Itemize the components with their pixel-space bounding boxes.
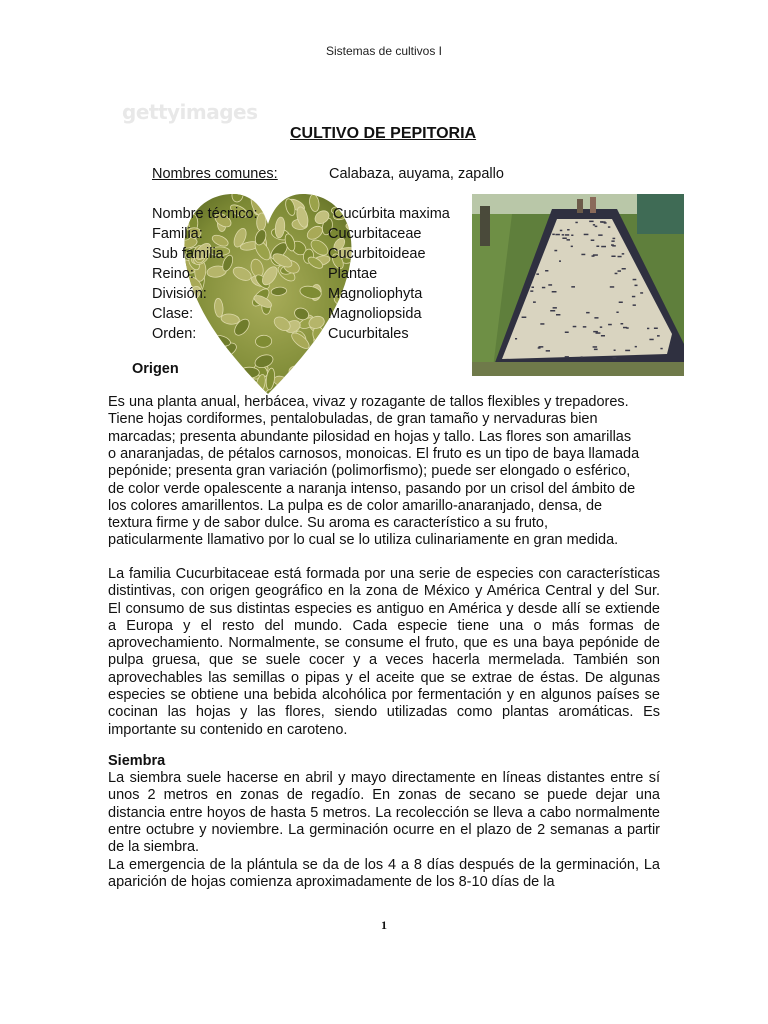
pumpkin-seed xyxy=(200,346,217,367)
dark-seed-speck xyxy=(622,253,625,255)
dark-seed-speck xyxy=(571,235,573,237)
dark-seed-speck xyxy=(586,312,590,314)
dark-seed-speck xyxy=(560,230,563,232)
dark-seed-speck xyxy=(581,356,583,358)
common-names-value: Calabaza, auyama, zapallo xyxy=(329,166,504,182)
dark-seed-speck xyxy=(614,350,616,352)
dark-seed-speck xyxy=(594,317,598,319)
dark-seed-speck xyxy=(589,221,593,223)
dark-seed-speck xyxy=(562,234,564,236)
dark-seed-speck xyxy=(619,302,623,304)
paragraph-line: de color verde opalescente a naranja intenso, pasando por un crisol del ámbito de xyxy=(108,480,636,497)
dark-seed-speck xyxy=(562,238,566,240)
dark-seed-speck xyxy=(608,324,612,326)
taxonomy-value: Cucurbitaceae xyxy=(328,226,422,242)
dark-seed-speck xyxy=(618,270,622,272)
taxonomy-value: Plantae xyxy=(328,266,378,282)
taxonomy-value: Cucurbitales xyxy=(328,326,409,342)
dark-seed-speck xyxy=(596,246,599,248)
dark-seed-speck xyxy=(552,234,555,236)
page-number: 1 xyxy=(381,918,387,932)
dark-seed-speck xyxy=(596,332,601,334)
dark-seed-speck xyxy=(565,356,569,358)
dark-seed-speck xyxy=(567,229,570,231)
dark-seed-speck xyxy=(575,222,577,224)
dark-seed-speck xyxy=(550,310,555,312)
dark-seed-speck xyxy=(593,331,598,333)
dark-seed-speck xyxy=(556,314,560,316)
pumpkin-seed xyxy=(304,375,324,391)
dark-seed-speck xyxy=(608,226,610,228)
dark-seed-speck xyxy=(626,327,628,329)
dark-seed-speck xyxy=(613,357,617,359)
dark-seed-speck xyxy=(548,284,552,286)
dark-seed-speck xyxy=(593,346,598,348)
pumpkin-seed xyxy=(182,374,202,393)
paragraph-line: Es una planta anual, herbácea, vivaz y rozagante de tallos flexibles y trepadores. xyxy=(108,394,629,410)
origin-heading: Origen xyxy=(132,361,179,377)
paragraph-line: Tiene hojas cordiformes, pentalobuladas, de gran tamaño y nervaduras bien xyxy=(108,411,598,428)
dark-seed-speck xyxy=(552,291,557,293)
pumpkin-seed xyxy=(185,371,208,393)
dark-seed-speck xyxy=(601,335,605,337)
dark-seed-speck xyxy=(530,290,533,292)
taxonomy-label: División: xyxy=(152,286,207,302)
paragraph-line: textura firme y de sabor dulce. Su aroma es característico a su fruto, xyxy=(108,515,549,532)
dark-seed-speck xyxy=(583,326,587,328)
dark-seed-speck xyxy=(571,286,575,288)
dark-seed-speck xyxy=(532,287,535,289)
taxonomy-value: Magnoliophyta xyxy=(328,286,423,302)
pumpkin-seed xyxy=(182,184,203,202)
dark-seed-speck xyxy=(615,273,618,275)
dark-seed-speck xyxy=(647,328,649,330)
dark-seed-speck xyxy=(571,246,573,248)
dark-seed-speck xyxy=(553,307,557,309)
paragraph-line: o anaranjadas, de pétalos carnosos, monoicas. El fruto es un tipo de baya llamada xyxy=(108,445,640,462)
dark-seed-speck xyxy=(515,338,517,340)
dark-seed-speck xyxy=(618,256,622,257)
dark-seed-speck xyxy=(649,339,653,341)
taxonomy-row xyxy=(152,306,472,326)
dark-seed-speck xyxy=(660,348,662,350)
pumpkin-seed xyxy=(340,184,357,194)
dark-seed-speck xyxy=(542,287,545,289)
taxonomy-row xyxy=(152,246,472,266)
dark-seed-speck xyxy=(604,222,607,224)
dark-seed-speck xyxy=(555,234,560,236)
pumpkin-seed xyxy=(344,368,361,386)
dark-seed-speck xyxy=(540,323,544,325)
paragraph-line: pepónide; presenta gran variación (polimorfismo); puede ser elongado o esférico, xyxy=(108,463,631,480)
pumpkin-seed xyxy=(315,345,331,356)
paragraph-line: los colores amarillentos. La pulpa es de color amarillo-anaranjado, densa, de xyxy=(108,497,603,514)
taxonomy-label: Reino: xyxy=(152,266,194,282)
running-header: Sistemas de cultivos I xyxy=(325,44,443,58)
pumpkin-seed xyxy=(190,367,209,389)
taxonomy-list xyxy=(152,206,472,346)
taxonomy-value: Cucurbitoideae xyxy=(328,246,426,262)
paragraph-line: marcadas; presenta abundante pilosidad en hojas y tallo. Las flores son amarillas xyxy=(108,428,632,445)
dark-seed-speck xyxy=(592,255,595,256)
dark-seed-speck xyxy=(533,301,536,303)
dark-seed-speck xyxy=(567,239,571,241)
gettyimages-watermark: gettyimages xyxy=(122,100,258,124)
dark-seed-speck xyxy=(594,349,598,351)
dark-seed-speck xyxy=(621,323,624,325)
pumpkin-seed xyxy=(291,375,308,394)
dark-seed-speck xyxy=(538,347,541,349)
paragraph-line: paticularmente llamativo por lo cual se lo utiliza culinariamente en gran medida. xyxy=(108,532,619,549)
taxonomy-label: Orden: xyxy=(152,326,197,342)
taxonomy-label: Nombre técnico: xyxy=(152,206,258,222)
dark-seed-speck xyxy=(559,260,561,262)
pumpkin-seed xyxy=(171,347,191,362)
pumpkin-seed xyxy=(192,186,212,198)
pumpkin-seed xyxy=(288,365,305,378)
paragraph-family: La familia Cucurbitaceae está formada por una serie de especies con características distintivas, con origen geográfico en la zona de México y América Central y del Sur. El consumo de sus distintas especies es antiguo en América y desde allí se extiende a Europa y el resto del mundo. Cada especie tiene una o más formas de aprovechamiento. Normalmente, se consume el fruto, que es una baya pepónide de pulpa gruesa, que se suele cocer y a veces hacerla mermelada. También son aprovechables las semillas o pipas y el aceite que se extrae de éstas. De algunas especies se obtiene una bebida alcohólica por fermentación y en algunos países se cocinan las hojas y las flores, siendo utilizadas como plantas aromáticas. Es importante su contenido en caroteno. xyxy=(108,566,660,738)
dark-seed-speck xyxy=(584,234,589,236)
dark-seed-speck xyxy=(613,238,616,240)
taxonomy-row xyxy=(152,226,472,246)
taxonomy-row xyxy=(152,206,472,226)
dark-seed-speck xyxy=(536,273,539,275)
dark-seed-speck xyxy=(565,332,569,334)
dark-seed-speck xyxy=(654,328,658,330)
taxonomy-row xyxy=(152,286,472,306)
dark-seed-speck xyxy=(616,312,618,314)
dark-seed-speck xyxy=(622,268,626,270)
pumpkin-seed xyxy=(195,350,209,371)
dark-seed-speck xyxy=(612,245,616,247)
dark-seed-speck xyxy=(598,234,602,236)
dark-seed-speck xyxy=(545,270,548,272)
dark-seed-speck xyxy=(611,256,615,258)
pumpkin-seed xyxy=(182,364,203,383)
sowing-heading: Siembra xyxy=(108,753,166,769)
taxonomy-label: Clase: xyxy=(152,306,194,322)
pumpkin-seed xyxy=(188,363,204,381)
dark-seed-speck xyxy=(611,240,614,242)
dark-seed-speck xyxy=(573,326,577,328)
dark-seed-speck xyxy=(565,234,569,236)
taxonomy-label: Familia: xyxy=(152,226,203,242)
drying-seeds-graphic xyxy=(472,194,684,376)
taxonomy-value: Magnoliopsida xyxy=(328,306,422,322)
common-names-label: Nombres comunes: xyxy=(152,166,278,182)
paragraph-emergence: La emergencia de la plántula se da de los 4 a 8 días después de la germinación, La aparición de hojas comienza aproximadamente de los 8-10 días de la xyxy=(108,857,660,891)
dark-seed-speck xyxy=(633,279,637,281)
dark-seed-speck xyxy=(640,292,643,294)
pumpkin-seed xyxy=(344,345,360,368)
dark-seed-speck xyxy=(600,326,602,328)
taxonomy-row xyxy=(152,266,472,286)
dark-seed-speck xyxy=(522,317,527,319)
drying-seeds-photo xyxy=(472,194,684,376)
dark-seed-speck xyxy=(633,304,636,306)
dark-seed-speck xyxy=(610,286,614,288)
dark-seed-speck xyxy=(625,350,630,352)
taxonomy-label: Sub familia xyxy=(152,246,224,262)
dark-seed-speck xyxy=(595,226,598,228)
dark-seed-speck xyxy=(581,254,585,256)
dark-seed-speck xyxy=(554,250,557,252)
pumpkin-seed xyxy=(240,367,260,378)
dark-seed-speck xyxy=(546,350,550,352)
dark-seed-speck xyxy=(635,346,637,348)
paragraph-sowing: La siembra suele hacerse en abril y mayo directamente en líneas distantes entre sí unos 2 metros en zonas de regadío. En zonas de secano se puede dejar una distancia entre hoyos de hasta 5 metros. La recolección se lleva a cabo normalmente entre octubre y noviembre. La germinación ocurre en el plazo de 2 semanas a partir de la siembra. xyxy=(108,770,660,856)
dark-seed-speck xyxy=(632,296,635,298)
dark-seed-speck xyxy=(591,240,595,242)
dark-seed-speck xyxy=(657,335,660,337)
pumpkin-seed xyxy=(309,371,331,391)
document-title: CULTIVO DE PEPITORIA xyxy=(290,125,477,142)
dark-seed-speck xyxy=(593,224,595,226)
dark-seed-speck xyxy=(601,246,606,248)
dark-seed-speck xyxy=(635,285,638,287)
taxonomy-value: Cucúrbita maxima xyxy=(333,206,450,222)
pumpkin-seed xyxy=(286,378,301,395)
taxonomy-row xyxy=(152,326,472,346)
